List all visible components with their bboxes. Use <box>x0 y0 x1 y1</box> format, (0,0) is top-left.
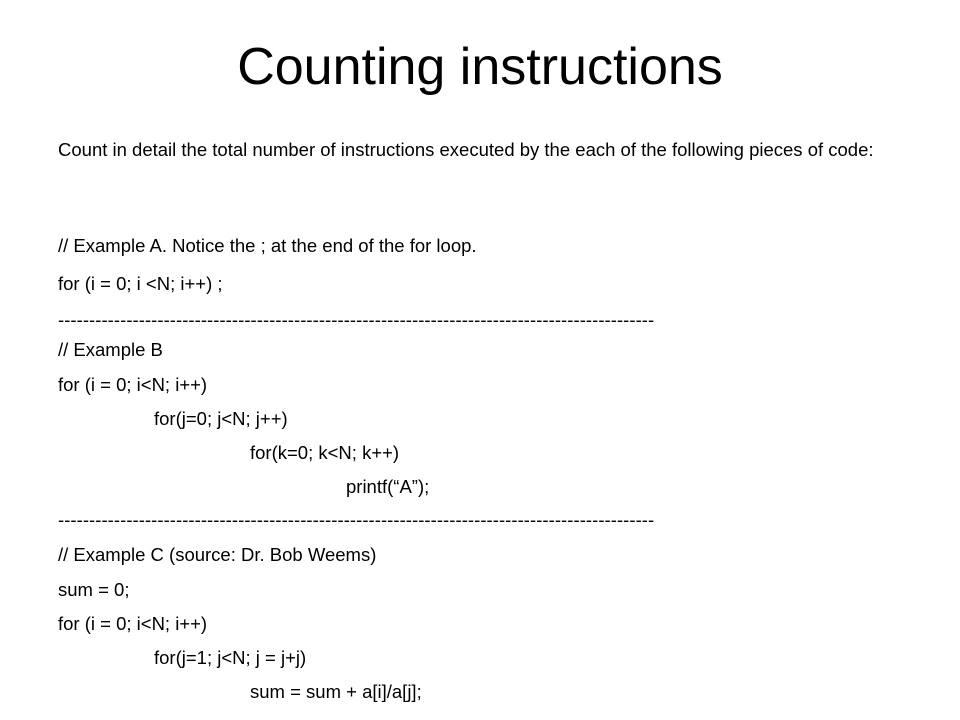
example-b-code-line-3: for(k=0; k<N; k++) <box>250 442 400 463</box>
example-a-comment: // Example A. Notice the ; at the end of the for loop. <box>58 235 477 256</box>
example-a-code-line: for (i = 0; i <N; i++) ; <box>58 273 223 294</box>
example-b-code-line-4: printf(“A”); <box>346 476 430 497</box>
example-b-code-line-1: for (i = 0; i<N; i++) <box>58 374 208 395</box>
example-c-code-line-4: sum = sum + a[i]/a[j]; <box>250 681 422 702</box>
example-c-code-line-2: for (i = 0; i<N; i++) <box>58 613 208 634</box>
example-b-code-line-2: for(j=0; j<N; j++) <box>154 408 288 429</box>
example-c-code-line-1: sum = 0; <box>58 579 130 600</box>
example-c-comment: // Example C (source: Dr. Bob Weems) <box>58 544 377 565</box>
example-c-code-line-3: for(j=1; j<N; j = j+j) <box>154 647 307 668</box>
slide-title: Counting instructions <box>237 38 723 96</box>
separator-line-2: ------------------------------------------------------------------------------------------------ <box>58 509 655 530</box>
intro-text: Count in detail the total number of instructions executed by the each of the following pieces of code: <box>58 139 874 160</box>
separator-line-1: ------------------------------------------------------------------------------------------------ <box>58 309 655 330</box>
example-b-comment: // Example B <box>58 339 163 360</box>
